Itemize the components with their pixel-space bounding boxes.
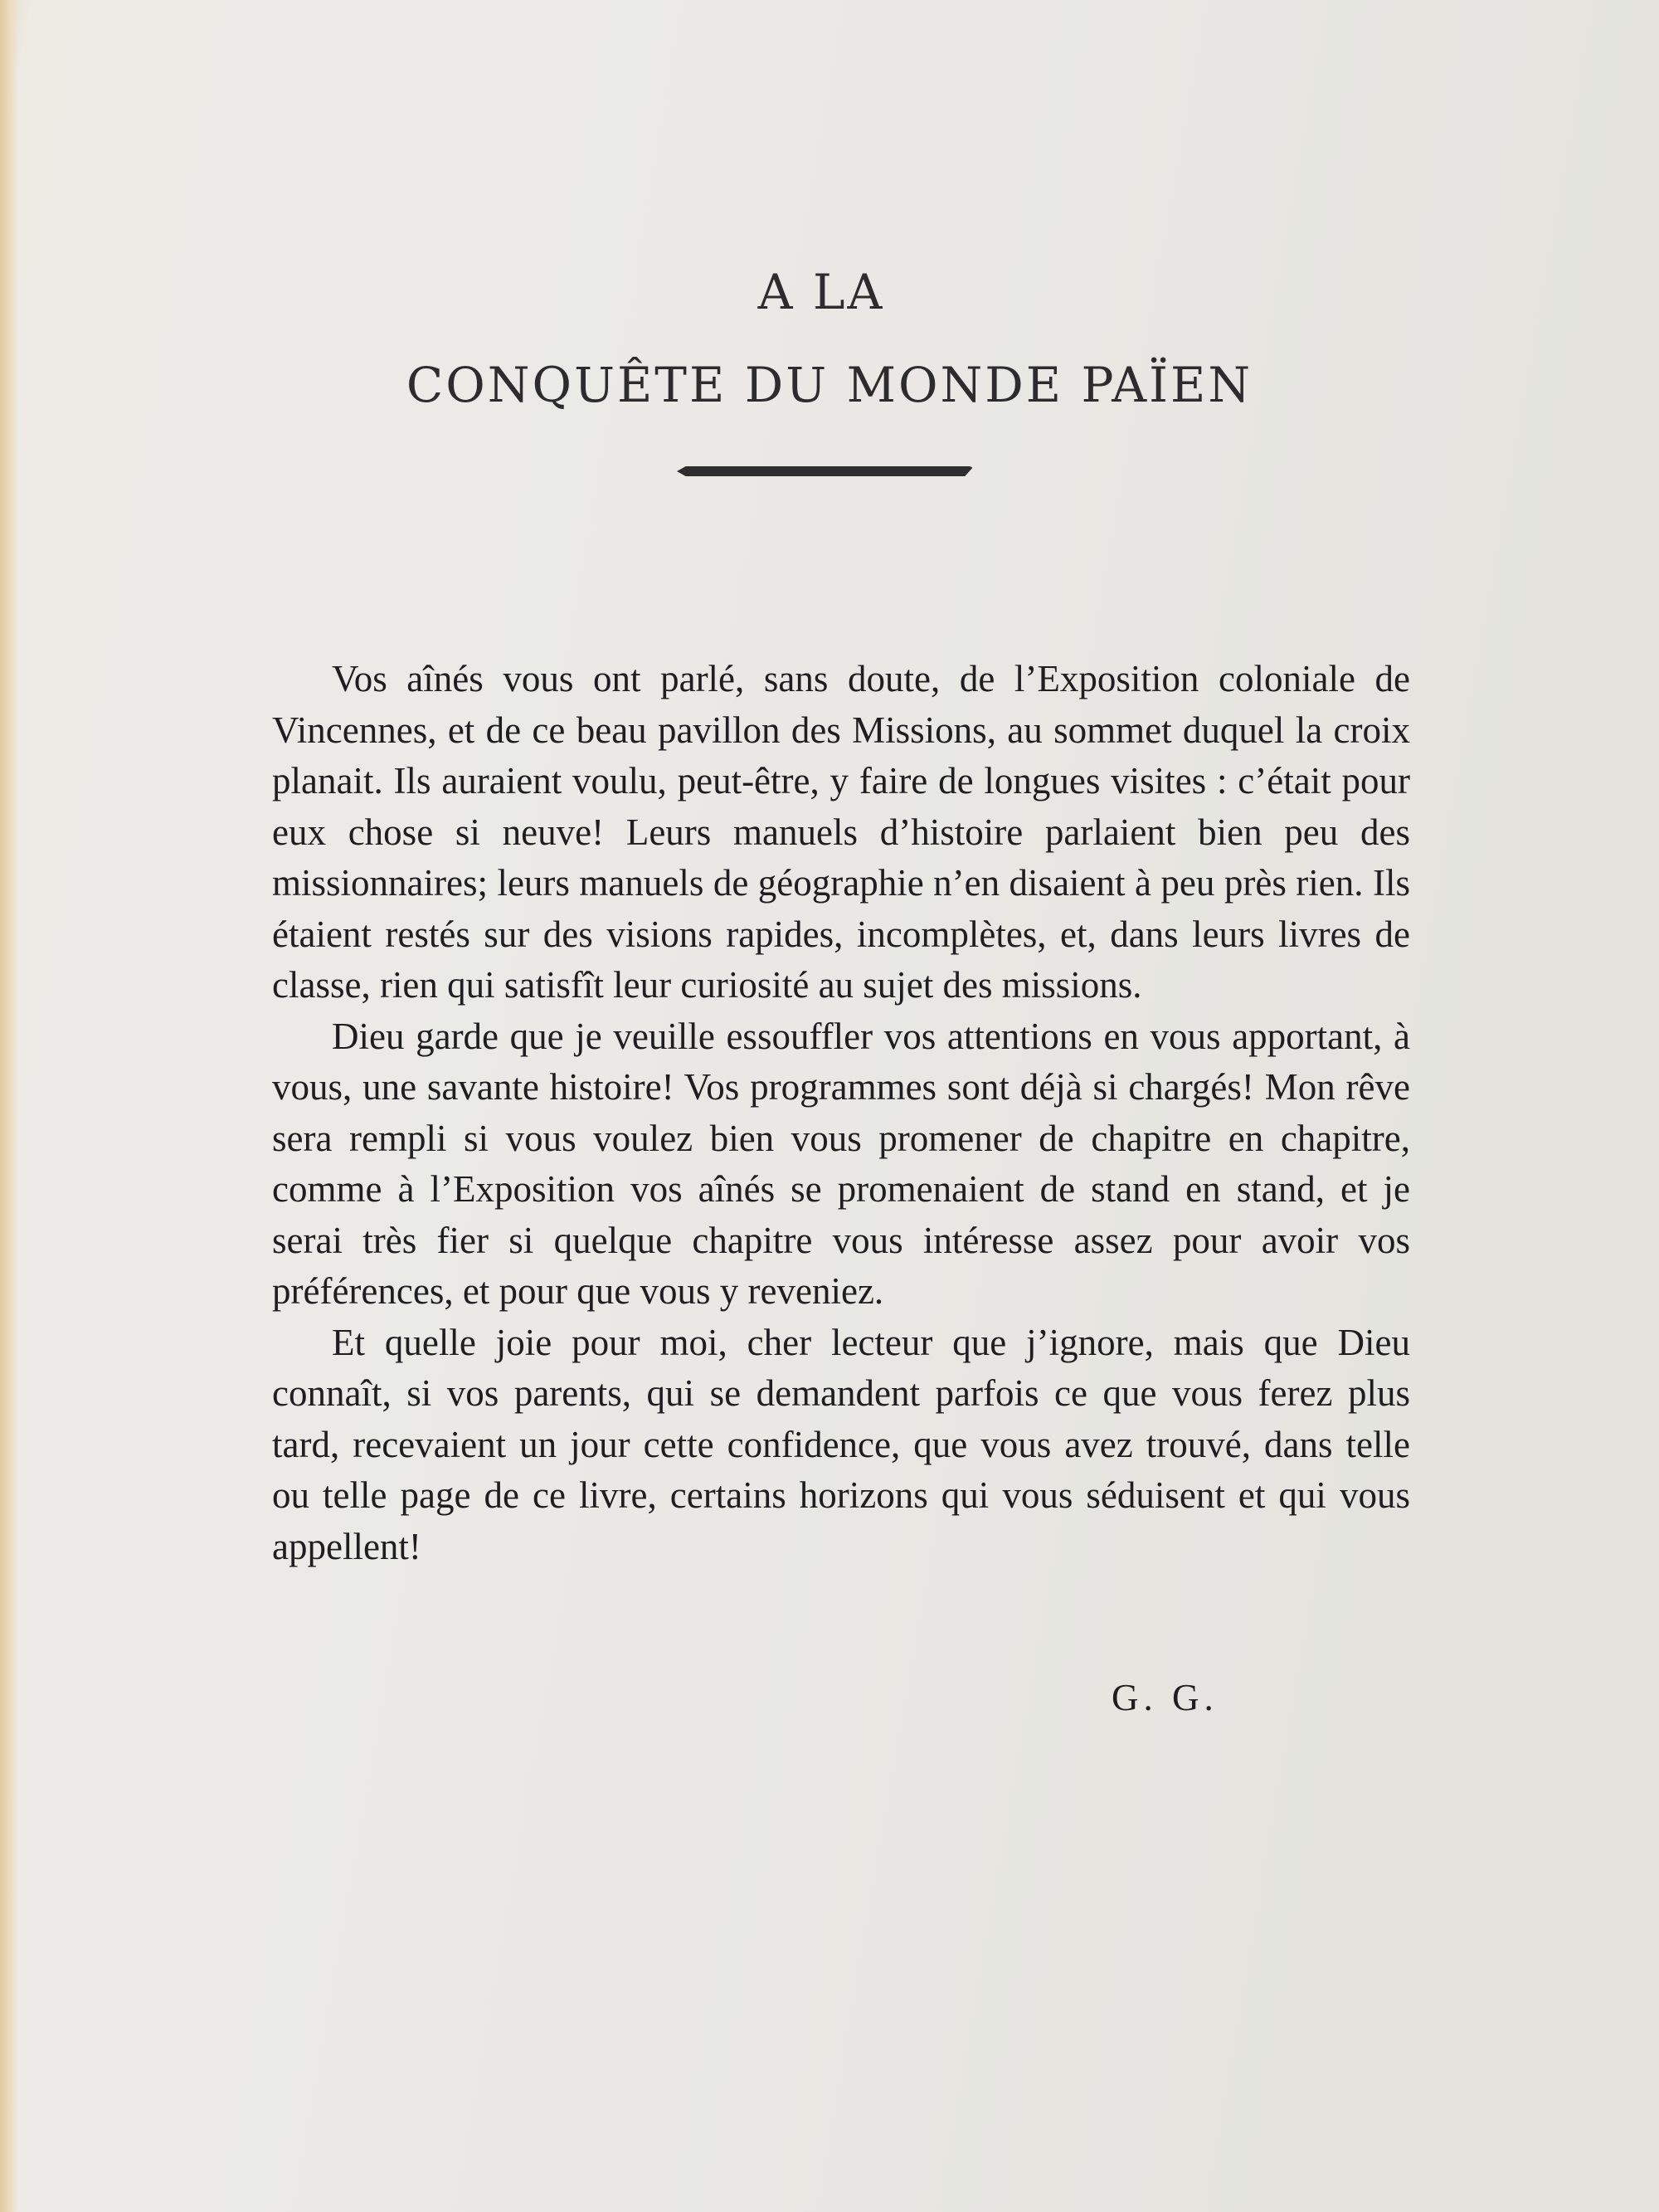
page-edge <box>0 0 18 2212</box>
body-text <box>272 654 1410 1572</box>
paragraph-1: Vos aînés vous ont parlé, sans doute, de l’Exposition coloniale de Vincennes, et de ce beau pavillon des Missions, au sommet duquel la croix planait. Ils auraient voulu, peut-être, y faire de longues visites : c’était pour eux chose si neuve! Leurs manuels d’histoire parlaient bien peu des missionnaires; leurs manuels de géographie n’en disaient à peu près rien. Ils étaient restés sur des visions rapides, incomplètes, et, dans leurs livres de classe, rien qui satisfît leur curiosité au sujet des missions. <box>272 658 1410 1006</box>
author-signature: G. G. <box>1112 1677 1219 1718</box>
paragraph-3: Et quelle joie pour moi, cher lecteur que j’ignore, mais que Dieu connaît, si vos parents, qui se demandent parfois ce que vous ferez plus tard, recevaient un jour cette confidence, que vous avez trouvé, dans telle ou telle page de ce livre, certains horizons qui vous séduisent et qui vous appellent! <box>272 1321 1410 1567</box>
paragraph-2: Dieu garde que je veuille essouffler vos attentions en vous apportant, à vous, une savante histoire! Vos programmes sont déjà si chargés! Mon rêve sera rempli si vous voulez bien vous promener de chapitre en chapitre, comme à l’Exposition vos aînés se promenaient de stand en stand, et je serai très fier si quelque chapitre vous intéresse assez pour avoir vos préférences, et pour que vous y reveniez. <box>272 1015 1410 1312</box>
chapter-title-line-2: CONQUÊTE DU MONDE PAÏEN <box>406 357 1253 413</box>
title-divider <box>677 466 974 476</box>
chapter-title-line-1: A LA <box>757 264 885 320</box>
